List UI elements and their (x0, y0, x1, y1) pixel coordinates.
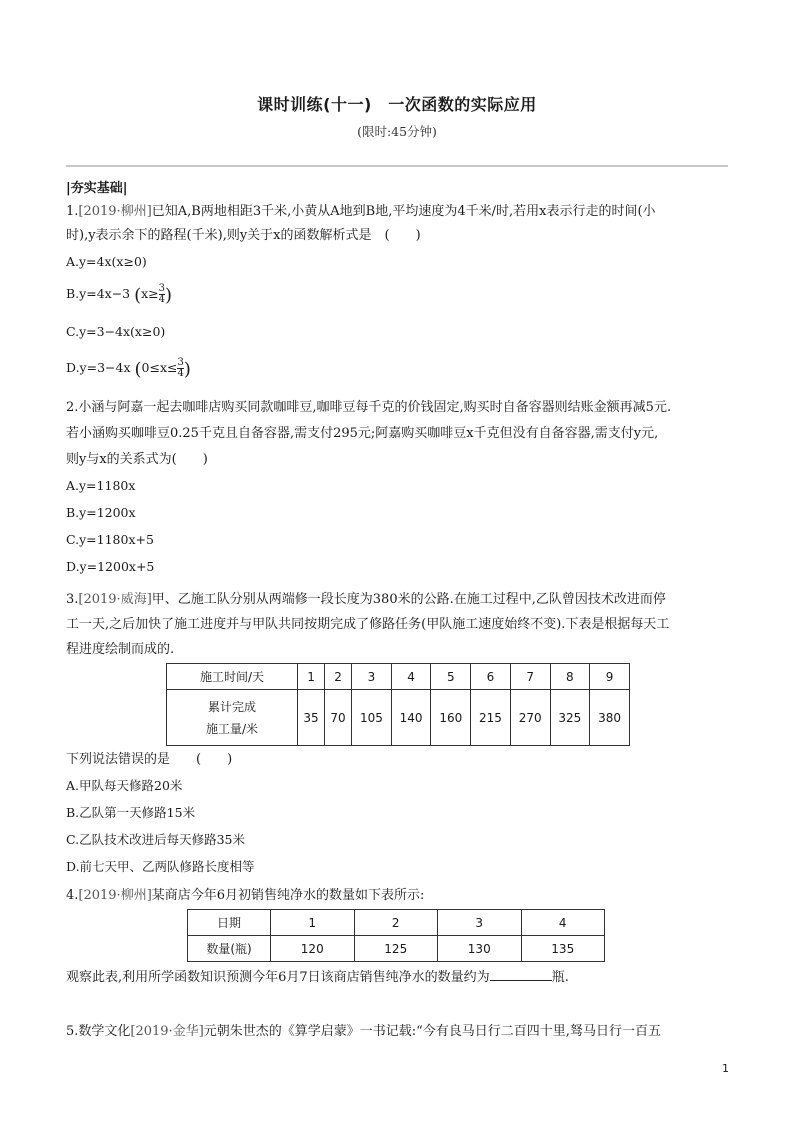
q4-answer-blank[interactable] (490, 968, 552, 981)
q4-table-date-cell: 2 (354, 910, 438, 936)
time-limit: (限时:45分钟) (357, 124, 437, 139)
q1-option-d (66, 358, 191, 380)
q3-table-row-amounts (167, 690, 630, 746)
q1-option-b (66, 284, 172, 306)
q2-option-c: C.y=1180x+5 (66, 532, 154, 547)
q4-table-date-cell: 1 (271, 910, 355, 936)
q4-number: 4. (66, 888, 79, 903)
q3-progress-table (166, 663, 630, 746)
q1-option-b-paren-open: ( (134, 285, 142, 306)
q3-table-day-cell: 9 (590, 664, 630, 690)
q3-option-a: A.甲队每天修路20米 (66, 778, 183, 793)
q3-line3: 程进度绘制而成的. (66, 642, 175, 657)
q3-table-day-cell: 4 (391, 664, 431, 690)
q3-table-amount-cell: 160 (431, 690, 471, 746)
q3-table-header-days: 施工时间/天 (167, 664, 298, 690)
q1-option-a: A.y=4x(x≥0) (66, 254, 147, 269)
q3-table-day-cell: 8 (550, 664, 590, 690)
q3-table-day-cell: 2 (325, 664, 352, 690)
q5-text-a: 元朝朱世杰的《算学启蒙》一书记载:“今有良马日行二百四十里,驽马日行一百五 (203, 1024, 661, 1039)
q3-table-row-days (167, 664, 630, 690)
q2-line1: 2.小涵与阿嘉一起去咖啡店购买同款咖啡豆,咖啡豆每千克的价钱固定,购买时自备容器则结账金额再减5元. (66, 400, 672, 415)
q3-text-a: 甲、乙施工队分别从两端修一段长度为380米的公路.在施工过程中,乙队曾因技术改进而停 (151, 592, 666, 607)
q4-sales-table (187, 909, 605, 962)
q1-option-d-paren-close: ) (183, 359, 191, 380)
q1-text-a: 已知A,B两地相距3千米,小黄从A地到B地,平均速度为4千米/时,若用x表示行走的时间(小 (151, 204, 656, 219)
q1-option-d-fraction (177, 358, 183, 379)
q5-line1 (66, 1020, 661, 1039)
q1-option-b-num: 3 (158, 283, 166, 294)
q4-table-count-cell: 135 (521, 936, 605, 962)
q1-option-b-den: 4 (158, 294, 166, 305)
q5-number: 5.数学文化 (66, 1024, 131, 1039)
q2-option-a: A.y=1180x (66, 478, 136, 493)
q1-option-c: C.y=3−4x(x≥0) (66, 324, 166, 339)
q3-table-amount-cell: 380 (590, 690, 630, 746)
q4-source: [2019·柳州] (78, 888, 152, 903)
q3-table-header-amounts-b: 施工量/米 (205, 721, 259, 736)
q3-table-amount-cell: 35 (298, 690, 325, 746)
q3-table-amount-cell: 70 (325, 690, 352, 746)
q1-option-b-cond: x≥ (141, 286, 159, 301)
q4-line1 (66, 884, 424, 903)
q4-table-count-cell: 130 (438, 936, 522, 962)
q1-line1 (66, 200, 656, 219)
q4-table-header-counts: 数量(瓶) (188, 936, 271, 962)
q4-table-header-dates: 日期 (188, 910, 271, 936)
q3-option-d: D.前七天甲、乙两队修路长度相等 (66, 859, 255, 874)
q4-text-b: 观察此表,利用所学函数知识预测今年6月7日该商店销售纯净水的数量约为 (66, 970, 490, 985)
q3-table-day-cell: 6 (471, 664, 511, 690)
q5-source: [2019·金华] (130, 1024, 204, 1039)
q3-line1 (66, 588, 666, 607)
q3-table-day-cell: 5 (431, 664, 471, 690)
q3-table-amount-cell: 140 (391, 690, 431, 746)
q4-table-date-cell: 4 (521, 910, 605, 936)
q2-line2: 若小涵购买咖啡豆0.25千克且自备容器,需支付295元;阿嘉购买咖啡豆x千克但没有自备容器,需支付y元, (66, 426, 659, 441)
q1-option-d-paren-open: ( (134, 359, 142, 380)
q3-table-amount-cell: 105 (352, 690, 392, 746)
q1-option-b-fraction (159, 284, 165, 305)
header-divider (66, 165, 728, 167)
q3-option-b: B.乙队第一天修路15米 (66, 805, 196, 820)
q4-text-a: 某商店今年6月初销售纯净水的数量如下表所示: (151, 888, 425, 903)
q1-option-d-den: 4 (177, 368, 184, 379)
q1-option-d-expr: D.y=3−4x (66, 360, 131, 375)
q4-text-c: 瓶. (551, 970, 569, 985)
section-heading: |夯实基础| (66, 181, 128, 196)
page-number: 1 (722, 1062, 729, 1075)
page-title: 课时训练(十一) 一次函数的实际应用 (257, 95, 537, 114)
q3-table-amount-cell: 325 (550, 690, 590, 746)
q1-option-d-num: 3 (177, 357, 184, 368)
q4-table-count-cell: 120 (271, 936, 355, 962)
q2-option-b: B.y=1200x (66, 505, 136, 520)
q4-line2 (66, 966, 569, 985)
q3-prompt: 下列说法错误的是 ( ) (66, 752, 233, 767)
q1-option-d-cond: 0≤x≤ (141, 360, 178, 375)
q3-option-c: C.乙队技术改进后每天修路35米 (66, 832, 245, 847)
q3-line2: 工一天,之后加快了施工进度并与甲队共同按期完成了修路任务(甲队施工速度始终不变).下表是根据每天工 (66, 617, 670, 632)
q3-number: 3. (66, 592, 79, 607)
q3-table-header-amounts-a: 累计完成 (207, 699, 256, 714)
q3-table-amount-cell: 215 (471, 690, 511, 746)
q2-line3: 则y与x的关系式为( ) (66, 452, 208, 467)
q4-table-count-cell: 125 (354, 936, 438, 962)
q2-option-d: D.y=1200x+5 (66, 559, 155, 574)
q3-table-day-cell: 7 (510, 664, 550, 690)
q1-option-b-expr: B.y=4x−3 (66, 286, 131, 301)
q4-table-row-counts (188, 936, 605, 962)
q3-source: [2019·威海] (78, 592, 152, 607)
q1-option-b-paren-close: ) (165, 285, 173, 306)
q3-table-header-amounts (167, 690, 298, 746)
q1-source: [2019·柳州] (78, 204, 152, 219)
q1-number: 1. (66, 204, 79, 219)
q4-table-date-cell: 3 (438, 910, 522, 936)
q3-table-day-cell: 3 (352, 664, 392, 690)
q3-table-day-cell: 1 (298, 664, 325, 690)
q3-table-amount-cell: 270 (510, 690, 550, 746)
q4-table-row-dates (188, 910, 605, 936)
q1-line2: 时),y表示余下的路程(千米),则y关于x的函数解析式是 ( ) (66, 228, 421, 243)
